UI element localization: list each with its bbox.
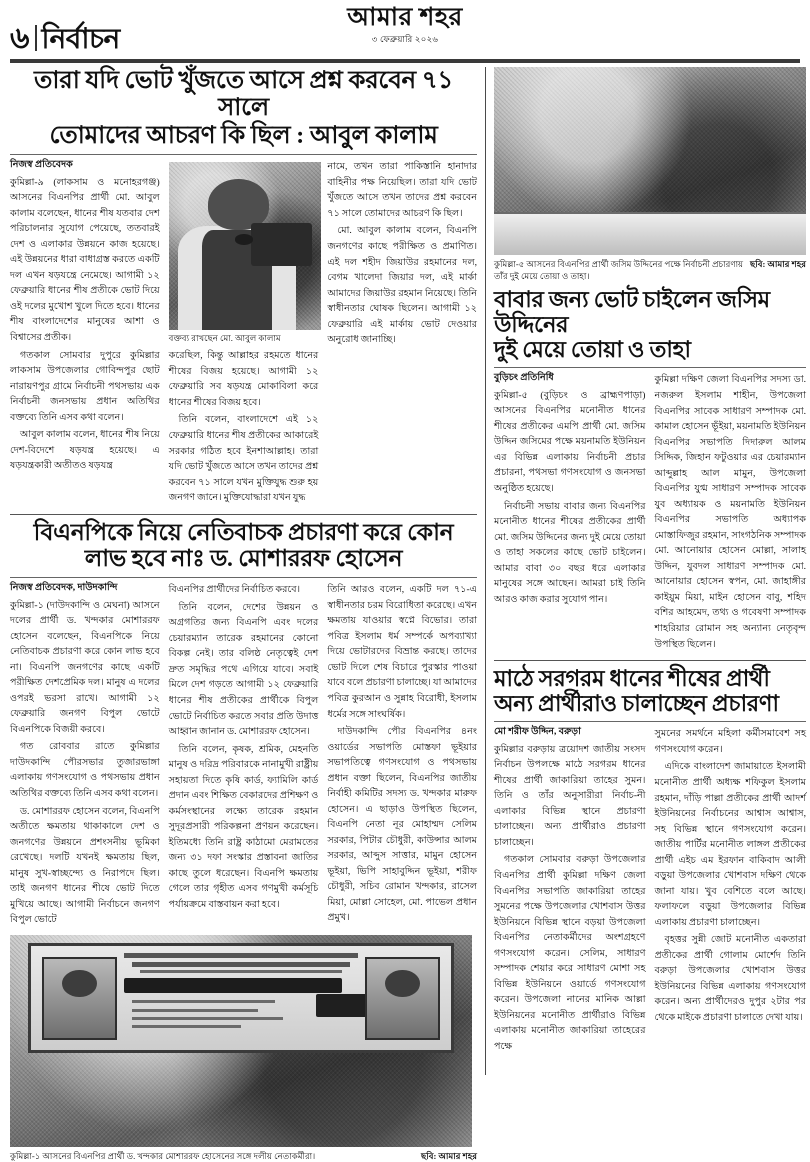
speaker-photo — [169, 162, 321, 330]
headline-line-1: বাবার জন্য ভোট চাইলেন জসিম উদ্দিনের — [494, 286, 770, 338]
article-3-columns — [494, 372, 806, 654]
paragraph: তিনি আরও বলেন, একটি দল ৭১-এ স্বাধীনতার চরম বিরোধিতা করেছে। এখন ক্ষমতায় যাওয়ার স্বপ্নে বিভোর। তারা পবিত্র ইসলাম ধর্ম সম্পর্কে অপব্যাখ্যা দিয়ে ভোটারদের বিভ্রান্ত করছে। তাদের ভোট দিলে শেষ বিচারে পুরস্কার পাওয়া যাবে বলে প্রচারণা চালাচ্ছে। যা আমাদের পবিত্র কুরআন ও সুন্নাহ বিরোধী, ইসলাম ধর্মের সঙ্গে সাংঘর্ষিক। — [327, 584, 478, 720]
headline-rule — [10, 577, 477, 578]
article-1-col-3 — [327, 159, 477, 507]
article-4 — [494, 666, 806, 1056]
headline-rule — [10, 154, 477, 155]
article-3-headline — [494, 287, 806, 363]
headline-line-2: লাভ হবে নাঃ ড. মোশাররফ হোসেন — [84, 545, 403, 572]
article-1-headline — [10, 67, 477, 149]
article-3 — [494, 67, 806, 654]
article-2-col-3 — [327, 582, 477, 930]
article-2-photo-caption-row — [10, 1150, 477, 1162]
publication-date: ৩ ফেব্রুয়ারি ২০২৬ — [371, 33, 439, 44]
paragraph: কুমিল্লা-১ (দাউদকান্দি ও মেঘনা) আসনে দলের প্রার্থী ড. খন্দকার মোশাররফ হোসেন বলেছেন, বিএনপিকে নিয়ে নেতিবাচক প্রচারণা করে কোন লাভ হবে না। বিএনপি জনগণের কাছে একটি পরীক্ষিত দেশপ্রেমিক দল। মানুষ এ দলের ওপরই ভরসা রাখে। আগামী ১২ ফেব্রুয়ারি জনগণ বিপুল ভোটে বিএনপিকে বিজয়ী করবে। — [10, 599, 160, 735]
paragraph: কুমিল্লার বরুড়ায় ত্রয়োদশ জাতীয় সংসদ নির্বাচন উপলক্ষে মাঠে সরগরম ধানের শীষের প্রার্থী জাকারিয়া তাহের সুমন। তিনি ও তাঁর অনুসারীরা নির্বাচ-নী এলাকার বিভিন্ন স্থানে প্রচারণা চালাচ্ছেন। অন্য প্রার্থীরাও প্রচারণা চালাচ্ছেন। — [494, 743, 646, 848]
rally-banner — [28, 943, 453, 1053]
headline-rule — [494, 721, 806, 722]
article-2-headline — [10, 520, 477, 573]
headline-line-2: অন্য প্রার্থীরাও চালাচ্ছেন প্রচারণা — [494, 691, 779, 717]
article-2-col-2 — [169, 582, 319, 930]
article-3-col-1 — [494, 372, 646, 654]
paragraph: নির্বাচনী সভায় বাবার জন্য বিএনপির মনোনীত ধানের শীষের প্রতীকের প্রার্থী মো. জসিম উদ্দিনের জন্য দুই মেয়ে তোয়া ও তাহা সকলের কাছে ভোট চাইলেন। আমার বাবা ৩০ বছর ধরে এলাকার মানুষের সঙ্গে আছেন। আমরা চাই তিনি আরও কাজ করার সুযোগ পান। — [494, 500, 646, 605]
article-separator — [494, 660, 806, 661]
right-column — [486, 67, 806, 1075]
photo-caption-text: কুমিল্লা-১ আসনের বিএনপির প্রার্থী ড. খন্দকার মোশাররফ হোসেনের সঙ্গে দলীয় নেতাকর্মীরা। — [10, 1150, 316, 1161]
masthead-left — [10, 22, 120, 56]
article-2 — [10, 520, 477, 1162]
photo-caption-text: কুমিল্লা-৫ আসনের বিএনপির প্রার্থী জসিম উদ্দিনের পক্ষে নির্বাচনী প্রচারণায় তাঁর দুই মেয়ে তোয়া ও তাহা। — [494, 259, 744, 282]
photo-credit: ছবি: আমার শহর — [421, 1150, 477, 1161]
paragraph: গতকাল সোমবার দুপুরে কুমিল্লার লাকসাম উপজেলার গোবিন্দপুর ছোট নারায়ণপুর গ্রামে নির্বাচনী পথসভায় এক নির্বাচনী জনসভায় প্রধান অতিথির বক্তব্যে তিনি এসব কথা বলেন। — [10, 349, 160, 423]
masthead — [10, 0, 800, 56]
paragraph: বৃহত্তর সুন্নী জোট মনোনীত একতারা প্রতীকের প্রার্থী গোলাম মোর্শেদ তিনি বরুড়া উপজেলার খোশবাস উত্তর ইউনিয়নের বিভিন্ন এলাকায় গণসংযোগ করেন। অন্য প্রার্থীদেরও দুপুর ২টার পর থেকে মাইকে প্রচারণা চালাতে দেখা যায়। — [654, 934, 806, 1023]
article-1-col-1 — [10, 159, 160, 507]
article-1-photo-caption: বক্তব্য রাখছেন মো. আবুল কালাম — [168, 333, 281, 344]
article-3-byline: বুড়িচং প্রতিনিধি — [494, 373, 554, 384]
masthead-center — [10, 4, 800, 47]
article-2-columns — [10, 582, 477, 930]
headline-rule — [494, 367, 806, 368]
left-column — [10, 67, 485, 1161]
paragraph: দাউদকান্দি পৌর বিএনপির ৪নং ওয়ার্ডের সভাপতি মোস্তফা ভূইয়ার সভাপতিত্বে গণসংযোগ ও পথসভায় প্রধান বক্তা ছিলেন, বিএনপির জাতীয় নির্বাহী কমিটির সদস্য ড. খন্দকার মারুফ হোসেন। এ ছাড়াও উপস্থিত ছিলেন, বিএনপি নেতা নূর মোহাম্মদ সেলিম সরকার, পিটার চৌধুরী, কাউন্সার আলম সরকার, আব্দুস সাত্তার, মামুন হোসেন ভূইয়া, ভিপি সাহাবুদ্দিন ভূইয়া, শরীফ চৌধুরী, সচিব রোমান খন্দকার, রাসেল মিয়া, মোল্লা সোহেল, মো. পাভেল প্রধান প্রমুখ। — [327, 726, 478, 924]
paragraph: নামে, তখন তারা পাকিস্তানি হানাদার বাহিনীর পক্ষ নিয়েছিল। তারা যদি ভোট খুঁজতে আসে তখন তাদের প্রশ্ন করবেন ৭১ সালে তোমাদের আচরণ কি ছিল। — [327, 161, 478, 219]
article-4-col-2 — [655, 726, 807, 1056]
article-1-byline: নিজস্ব প্রতিবেদক — [10, 160, 73, 171]
rally-group-photo — [10, 935, 472, 1147]
paragraph: বিএনপির প্রার্থীদের নির্বাচিত করবে। — [168, 584, 301, 596]
paragraph: গতকাল সোমবার বরুড়া উপজেলার বিএনপির প্রার্থী কুমিল্লা দক্ষিণ জেলা বিএনপির সভাপতি জাকারিয়া তাহের সুমনের পক্ষে উপজেলার খোশবাস উত্তর ইউনিয়নে বিভিন্ন স্থানে বড়য়া উপজেলা বিএনপির নেতাকর্মীদের অংশগ্রহণে গণসংযোগ করেন। সেলিম, সাধারণ সম্পাদক শেয়ার করে সাধারণ মোশা সহ বিভিন্ন ইউনিয়নে ওয়ার্ডে গণসংযোগ করেন। উপজেলা নানের মানিক আল্লা ইউনিয়নের মনোনীত প্রার্থীরাও বিভিন্ন এলাকায় মনোনীত জাকারিয়া তাহেরের পক্ষে — [494, 854, 646, 1052]
paragraph: তিনি বলেন, কৃষক, শ্রমিক, মেহনতি মানুষ ও দরিদ্র পরিবারকে নানামুখী রাষ্ট্রীয় সহায়তা দিতে কৃষি কার্ড, ফ্যামিলি কার্ড প্রদান এবং শিক্ষিত বেকারদের প্রশিক্ষণ ও কর্মসংস্থানের লক্ষ্যে তারেক রহমান সুদূরপ্রসারী পরিকল্পনা প্রণয়ন করেছেন। ইতিমধ্যে তিনি রাষ্ট্র কাঠামো মেরামতের জন্য ৩১ দফা সংস্কার প্রস্তাবনা জাতির কাছে তুলে ধরেছেন। বিএনপি ক্ষমতায় গেলে তার গৃহীত এসব গণমুখী কর্মসূচি পর্যায়ক্রমে বাস্তবায়ন করা হবে। — [168, 743, 319, 910]
masthead-divider — [35, 25, 37, 51]
section-name: নির্বাচন — [41, 24, 120, 55]
article-4-columns — [494, 726, 806, 1056]
masthead-rule — [10, 59, 800, 63]
table-foreground — [494, 212, 806, 255]
paragraph: তিনি বলেন, বাংলাদেশে এই ১২ ফেব্রুয়ারি ধানের শীষ প্রতীকের আকারেই সরকার গঠিত হবে ইনশাআল্লাহ। তারা যদি ভোট খুঁজতে আসে তখন তাদের প্রশ্ন করবেন ৭১ সালে যখন মুক্তিযুদ্ধ শুরু হয় জনগণ জানে। মুক্তিযোদ্ধারা যখন যুদ্ধ — [168, 414, 319, 504]
article-1-col-2 — [169, 159, 319, 507]
paragraph: তিনি বলেন, দেশের উন্নয়ন ও অগ্রগতির জন্য বিএনপি এবং দলের চেয়ারম্যান তারেক রহমানের কোনো বিকল্প নেই। তার বলিষ্ঠ নেতৃত্বেই দেশ দ্রুত সমৃদ্ধির পথে এগিয়ে যাবে। সবাই মিলে দেশ গড়তে আগামী ১২ ফেব্রুয়ারি ধানের শীষ প্রতীকের প্রার্থীকে বিপুল ভোটে নির্বাচিত করতে সবার প্রতি উদাত্ত আহ্বান জানান ড. মোশাররফ হোসেন। — [168, 601, 319, 738]
article-4-headline — [494, 666, 806, 716]
paragraph: কুমিল্লা-৯ (লাকসাম ও মনোহরগঞ্জ) আসনের বিএনপির প্রার্থী মো. আবুল কালাম বলেছেন, ধানের শীষ যতবার দেশ পরিচালনার সুযোগ পেয়েছে, ততবারই দেশ ও এলাকার উন্নয়নে কাজ হয়েছে। এই উন্নয়নের ধারা বাধাগ্রস্ত করতে একটি দল এখন ষড়যন্ত্রে নেমেছে। আগামী ১২ ফেব্রুয়ারি ধানের শীষ প্রতীকে ভোট দিয়ে ওই দলের মুখোশ খুলে দিতে হবে। ধানের শীষ বাংলাদেশের মানুষের আশা ও বিশ্বাসের প্রতীক। — [10, 176, 160, 343]
paragraph: মো. আবুল কালাম বলেন, বিএনপি জনগণের কাছে পরীক্ষিত ও প্রমাণিত। এই দল শহীদ জিয়াউর রহমানের দল, বেগম খালেদা জিয়ার দল, এই মার্কা আমাদের জিয়াউর রহমান নিয়েছে। তিনি স্বাধীনতার ঘোষক ছিলেন। আগামী ১২ ফেব্রুয়ারি এই মার্কায় ভোট দেওয়ার অনুরোধ জানাচ্ছি। — [327, 225, 478, 346]
article-4-col-1 — [494, 726, 646, 1056]
page-number: ৬ — [10, 22, 30, 55]
article-4-byline: মো শরীফ উদ্দিন, বরুড়া — [494, 727, 581, 738]
article-1-columns — [10, 159, 477, 507]
paragraph: গত রোববার রাতে কুমিল্লার দাউদকান্দি পৌরসভার তুজারভাঙ্গা এলাকায় গণসংযোগ ও পথসভায় প্রধান অতিথির বক্তব্যে তিনি এসব কথা বলেন। — [10, 741, 160, 799]
headline-line-1: বিএনপিকে নিয়ে নেতিবাচক প্রচারণা করে কোন — [33, 519, 454, 546]
paragraph: আবুল কালাম বলেন, ধানের শীষ নিয়ে দেশ-বিদেশে ষড়যন্ত্র হয়েছে। এ ষড়যন্ত্রকারী অতীতও ষড়যন্ত্র — [10, 429, 160, 472]
paragraph: কুমিল্লা-৫ (বুড়িচং ও ব্রাহ্মণপাড়া) আসনের বিএনপির মনোনীত ধানের শীষের প্রতীকের এমপি প্রার্থী মো. জসিম উদ্দিন জসিমের পক্ষে ময়নামতি ইউনিয়ন এর বিভিন্ন এলাকায় নির্বাচনী প্রচার প্রচারনা, পথসভা গণসংযোগ ও জনসভা অনুষ্ঠিত হয়েছে। — [494, 389, 646, 494]
article-2-col-1 — [10, 582, 160, 930]
headline-line-2: তোমাদের আচরণ কি ছিল : আবুল কালাম — [49, 121, 438, 149]
paragraph: করেছিল, কিন্তু আল্লাহর রহমতে ধানের শীষের বিজয় হয়েছে। আগামী ১২ ফেব্রুয়ারি সব ষড়যন্ত্র মোকাবিলা করে ধানের শীষের বিজয় হবে। — [168, 350, 319, 408]
paper-title: আমার শহর — [347, 4, 463, 31]
headline-line-1: মাঠে সরগরম ধানের শীষের প্রার্থী — [494, 666, 770, 692]
article-separator — [10, 514, 477, 515]
article-1-photo-block — [169, 162, 319, 344]
article-2-byline: নিজস্ব প্রতিবেদক, দাউদকান্দি — [10, 583, 118, 594]
headline-line-2: দুই মেয়ে তোয়া ও তাহা — [494, 337, 691, 363]
headline-line-1: তারা যদি ভোট খুঁজতে আসে প্রশ্ন করবেন ৭১ সালে — [34, 67, 453, 122]
paragraph: সুমনের সমর্থনে মহিলা কর্মীসমাবেশ সহ গণসংযোগ করেন। — [654, 728, 806, 755]
page-body — [10, 67, 806, 1161]
paragraph: কুমিল্লা দক্ষিণ জেলা বিএনপির সদস্য ডা. নজরুল ইসলাম শাহীন, উপজেলা বিএনপির সাবেক সাধারণ সম্পাদক মো. কামাল হোসেন ভূঁইয়া, ময়নামতি ইউনিয়ন বিএনপির সভাপতি দিদারুল আলম সিদ্দিক, জিহান ফটুওয়ার এর চেয়ারম্যান আব্দুল্লাহ আল মামুন, উপজেলা বিএনপির যুগ্ম সাধারণ সম্পাদক সাবেক যুব অধ্যায়ক ও ময়নামতি ইউনিয়ন বিএনপির সভাপতি অধ্যাপক মোস্তাফিজুর রহমান, সাংগঠনিক সম্পাদক মো. আনোয়ার হোসেন মোল্লা, সালাহ উদ্দিন, যুবদল সাধারণ সম্পাদক মো. আনোয়ার হোসেন স্বপন, মো. জাহাঙ্গীর কাইয়ুম মিয়া, মাইন হোসেন বাবু, শহিদ বশির আহমেদ, তথ্য ও গবেষণা সম্পাদক শাহরিয়ার রোমান সহ অন্যান্য নেতৃবৃন্দ উপস্থিত ছিলেন। — [654, 374, 806, 650]
article-3-col-2 — [655, 372, 807, 654]
photo-credit: ছবি: আমার শহর — [750, 259, 806, 269]
paragraph: ড. মোশাররফ হোসেন বলেন, বিএনপি অতীতে ক্ষমতায় থাকাকালে দেশ ও জনগণের উন্নয়নে প্রশংসনীয় ভূমিকা রেখেছে। দলটি যখনই ক্ষমতায় ছিল, মানুষ সুখ-স্বাচ্ছন্দ্যে ও নিরাপদে ছিল। তাই জনগণ ধানের শীষে ভোট দিতে মুখিয়ে আছে। আগামী নির্বাচনে জনগণ বিপুল ভোটে — [10, 805, 160, 926]
article-1 — [10, 67, 477, 508]
article-3-photo-caption-row — [494, 258, 806, 283]
article-2-photo-block — [10, 935, 477, 1162]
campaign-crowd-photo — [494, 67, 806, 255]
paragraph: এদিকে বাংলাদেশ জামায়াতে ইসলামী মনোনীত প্রার্থী অধ্যক্ষ শফিকুল ইসলাম রহমান, দাঁড়ি পাল্লা প্রতীকের প্রার্থী আদর্শ ইউনিয়নের নির্বাচনের আশ্বাস আশ্বাস, সহ বিভিন্ন স্থানে গণসংযোগ করেন। জাতীয় পার্টির মনোনীত লাঙ্গল প্রতীকের প্রার্থী এইচ এম ইরফান বাকিবাদ আলী বড়ুয়া উপজেলার খোশবাস দক্ষিণ থেকে জানা যায়। খুব বেশিতে বলে আছে। ফলাফলে বড়ুয়া উপজেলার বিভিন্ন এলাকায় প্রচারণা চালাচ্ছেন। — [654, 761, 806, 928]
crowd-figures — [10, 1041, 472, 1147]
